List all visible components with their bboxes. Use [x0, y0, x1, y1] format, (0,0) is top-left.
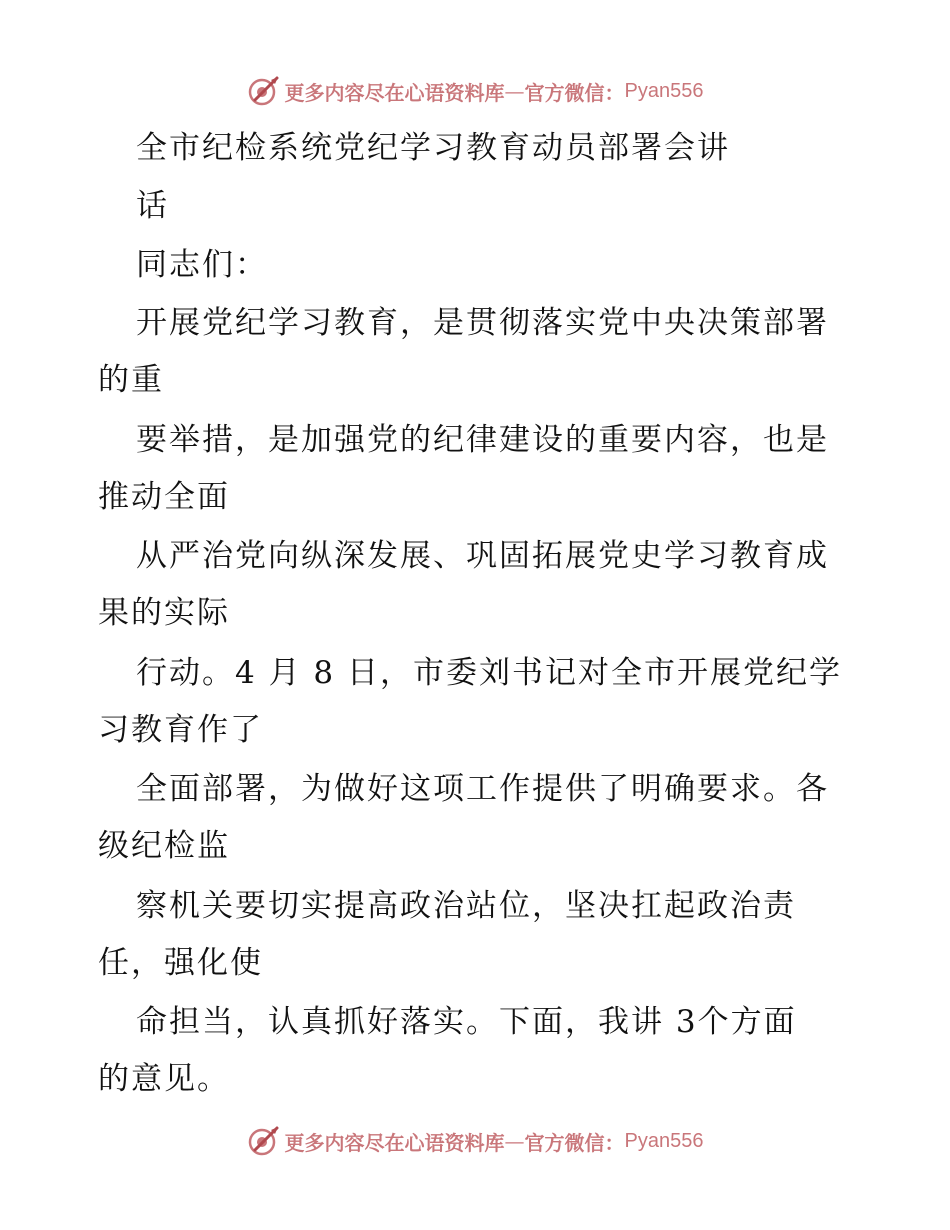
document-title-line-2: 话	[136, 188, 169, 224]
watermark-wechat-id: Pyan556	[624, 79, 704, 102]
paragraph-line: 的意见。	[98, 1061, 230, 1097]
paragraph-line: 命担当，认真抓好落实。下面，我讲 3个方面	[136, 1004, 797, 1040]
paragraph-line: 习教育作了	[98, 712, 263, 748]
watermark-text: 更多内容尽在心语资料库	[284, 80, 505, 105]
quill-seal-logo-icon	[247, 1124, 281, 1158]
paragraph-line: 推动全面	[98, 479, 230, 515]
paragraph-line: 从严治党向纵深发展、巩固拓展党史学习教育成	[136, 538, 829, 574]
paragraph-line: 果的实际	[98, 595, 230, 631]
paragraph-line: 的重	[98, 362, 164, 398]
paragraph-line: 任，强化使	[98, 945, 263, 981]
salutation: 同志们：	[136, 247, 268, 283]
paragraph-line: 全面部署，为做好这项工作提供了明确要求。各	[136, 771, 829, 807]
header-watermark	[0, 71, 950, 111]
footer-watermark	[0, 1121, 950, 1161]
paragraph-line: 要举措，是加强党的纪律建设的重要内容，也是	[136, 422, 829, 458]
paragraph-line: 级纪检监	[98, 828, 230, 864]
watermark-wechat-id: Pyan556	[624, 1129, 704, 1152]
watermark-contact-label: 官方微信：	[524, 80, 625, 105]
watermark-dash: —	[504, 79, 525, 103]
paragraph-line: 开展党纪学习教育，是贯彻落实党中央决策部署	[136, 305, 829, 341]
watermark-text: 更多内容尽在心语资料库	[284, 1130, 505, 1155]
paragraph-line: 行动。4 月 8 日，市委刘书记对全市开展党纪学	[136, 655, 843, 691]
quill-seal-logo-icon	[247, 74, 281, 108]
paragraph-line: 察机关要切实提高政治站位，坚决扛起政治责	[136, 888, 796, 924]
watermark-dash: —	[504, 1129, 525, 1153]
document-title-line-1: 全市纪检系统党纪学习教育动员部署会讲	[136, 130, 730, 166]
watermark-contact-label: 官方微信：	[524, 1130, 625, 1155]
